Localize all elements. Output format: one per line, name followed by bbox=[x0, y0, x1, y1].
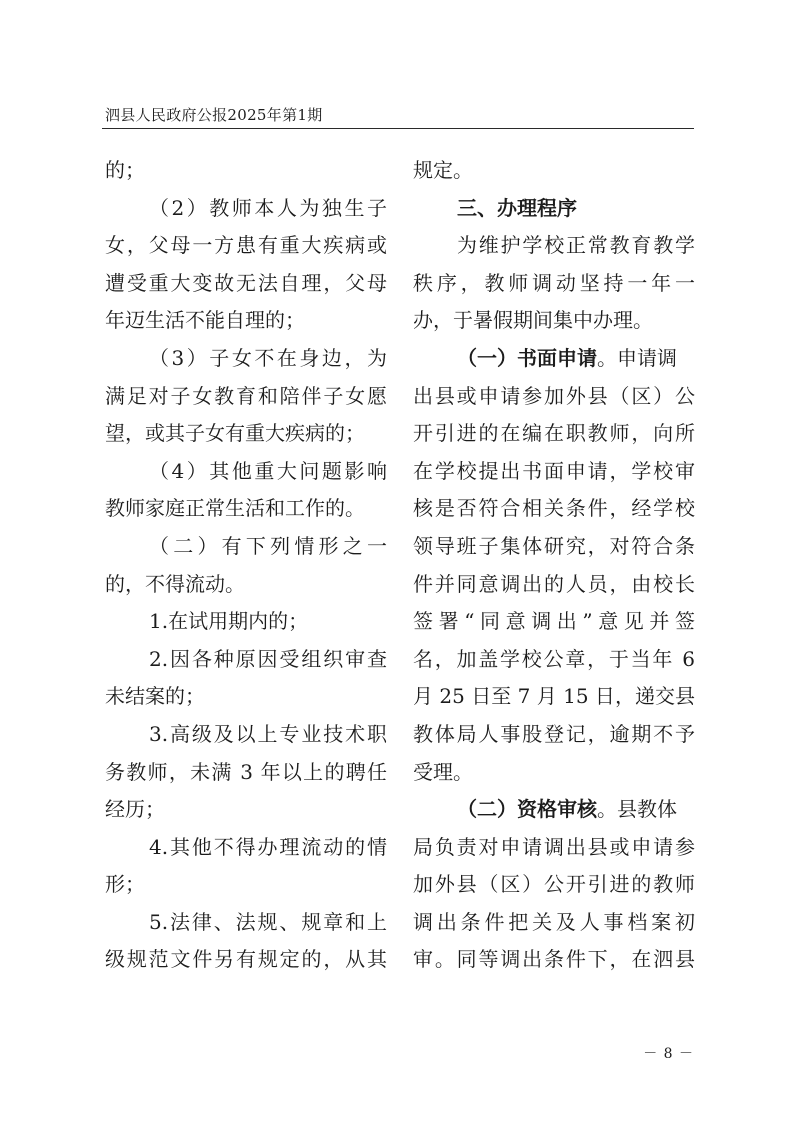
left-column bbox=[105, 152, 387, 979]
body-line: 形； bbox=[105, 872, 145, 897]
right-column bbox=[413, 152, 695, 979]
body-line: 月 25 日至 7 月 15 日，递交县 bbox=[413, 684, 695, 709]
body-line: 签署“同意调出”意见并签 bbox=[413, 609, 695, 634]
body-line: 出县或申请参加外县（区）公 bbox=[413, 383, 695, 408]
body-line: 遭受重大变故无法自理，父母 bbox=[105, 270, 387, 295]
body-line: 开引进的在编在职教师，向所 bbox=[413, 421, 695, 446]
body-line: 件并同意调出的人员，由校长 bbox=[413, 571, 695, 596]
body-line: 为维护学校正常教育教学 bbox=[457, 233, 695, 258]
body-line: 女，父母一方患有重大疾病或 bbox=[105, 233, 387, 258]
body-line: 在学校提出书面申请，学校审 bbox=[413, 458, 695, 483]
body-line: 秩序，教师调动坚持一年一 bbox=[413, 270, 695, 295]
body-line: 经历； bbox=[105, 797, 165, 822]
body-line: 局负责对申请调出县或申请参 bbox=[413, 834, 695, 859]
header-rule bbox=[102, 128, 694, 129]
body-line: 审。同等调出条件下，在泗县 bbox=[413, 947, 695, 972]
body-line: （2）教师本人为独生子 bbox=[149, 195, 387, 220]
body-line: 受理。 bbox=[413, 759, 473, 784]
body-line: 核是否符合相关条件，经学校 bbox=[413, 496, 695, 521]
body-line: 未结案的； bbox=[105, 684, 205, 709]
section-heading-line: 的，不得流动。 bbox=[105, 571, 245, 596]
list-item: 5.法律、法规、规章和上 bbox=[149, 909, 387, 934]
list-item: 2.因各种原因受组织审查 bbox=[149, 646, 387, 671]
body-line: （3）子女不在身边，为 bbox=[149, 345, 387, 370]
body-line: 规定。 bbox=[413, 158, 473, 182]
list-item: 3.高级及以上专业技术职 bbox=[149, 721, 387, 746]
body-line: 教师家庭正常生活和工作的。 bbox=[105, 496, 365, 521]
body-text: 。申请调 bbox=[597, 345, 677, 370]
body-line: （4）其他重大问题影响 bbox=[149, 458, 387, 483]
running-header: 泗县人民政府公报2025年第1期 bbox=[105, 106, 323, 124]
body-line: 级规范文件另有规定的，从其 bbox=[105, 947, 387, 972]
body-line: 满足对子女教育和陪伴子女愿 bbox=[105, 383, 387, 408]
body-line: 加外县（区）公开引进的教师 bbox=[413, 872, 695, 897]
body-line: 务教师，未满 3 年以上的聘任 bbox=[105, 759, 387, 784]
body-line: 的； bbox=[105, 158, 145, 182]
list-item: 4.其他不得办理流动的情 bbox=[149, 834, 387, 859]
subsection-heading: （二）资格审核 bbox=[457, 797, 597, 822]
body-text: 。县教体 bbox=[597, 797, 677, 822]
body-line: 年迈生活不能自理的； bbox=[105, 308, 305, 333]
list-item: 1.在试用期内的； bbox=[149, 609, 309, 634]
page-number: － 8 － bbox=[643, 1046, 694, 1062]
body-line: 调出条件把关及人事档案初 bbox=[413, 909, 695, 934]
body-line: 名，加盖学校公章，于当年 6 bbox=[413, 646, 695, 671]
body-line: 望，或其子女有重大疾病的； bbox=[105, 421, 365, 446]
section-heading-line: （二）有下列情形之一 bbox=[149, 533, 387, 558]
body-line: 教体局人事股登记，逾期不予 bbox=[413, 721, 695, 746]
body-line bbox=[413, 791, 695, 829]
body-line: 办，于暑假期间集中办理。 bbox=[413, 308, 653, 333]
section-heading: 三、办理程序 bbox=[457, 195, 577, 220]
body-line: 领导班子集体研究，对符合条 bbox=[413, 533, 695, 558]
subsection-heading: （一）书面申请 bbox=[457, 345, 597, 370]
body-line bbox=[413, 340, 695, 378]
